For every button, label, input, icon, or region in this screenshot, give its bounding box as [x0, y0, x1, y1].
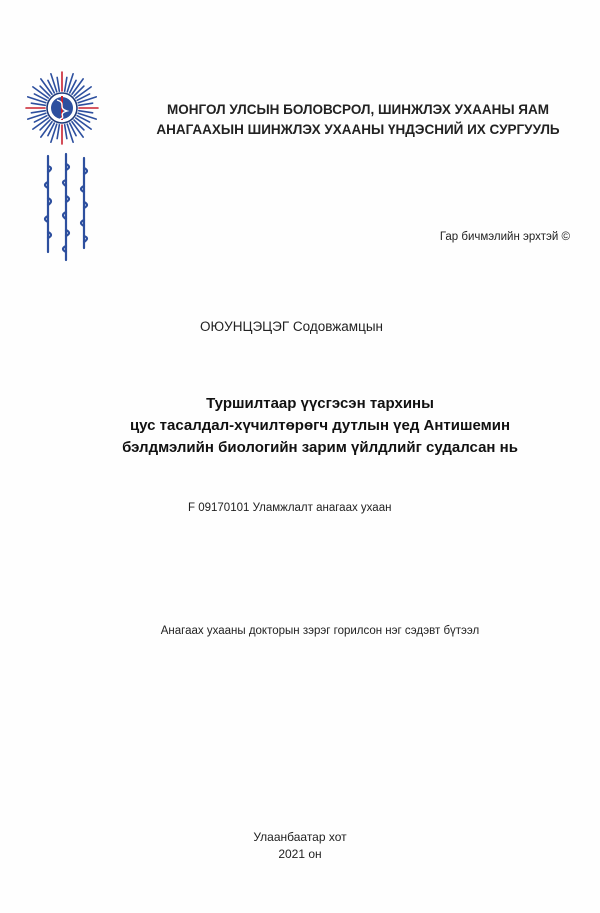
specialty-code: F 09170101 Уламжлалт анагаах ухаан — [188, 502, 392, 514]
title-line-2: цус тасалдал-хүчилтөрөгч дутлын үед Антишемин — [129, 417, 511, 434]
title-line-3: бэлдмэлийн биологийн зарим үйлдлийг судалсан нь — [122, 439, 518, 456]
ministry-university-header — [138, 100, 578, 140]
mongolian-script-university-name — [36, 152, 102, 264]
degree-statement: Анагаах ухааны докторын зэрэг горилсон нэг сэдэвт бүтээл — [160, 625, 480, 637]
thesis-title — [60, 393, 580, 459]
year: 2021 он — [278, 847, 322, 861]
university-emblem-icon — [24, 70, 100, 146]
ministry-name: МОНГОЛ УЛСЫН БОЛОВСРОЛ, ШИНЖЛЭХ УХААНЫ ЯАМ — [166, 102, 549, 117]
university-name: АНАГААХЫН ШИНЖЛЭХ УХААНЫ ҮНДЭСНИЙ ИХ СУРГУУЛЬ — [156, 122, 560, 137]
copyright-notice: Гар бичмэлийн эрхтэй © — [439, 231, 570, 243]
place-and-year — [200, 829, 400, 863]
title-line-1: Туршилтаар үүсгэсэн тархины — [206, 395, 434, 412]
place: Улаанбаатар хот — [253, 830, 347, 844]
author-name: ОЮУНЦЭЦЭГ Содовжамцын — [200, 319, 383, 334]
